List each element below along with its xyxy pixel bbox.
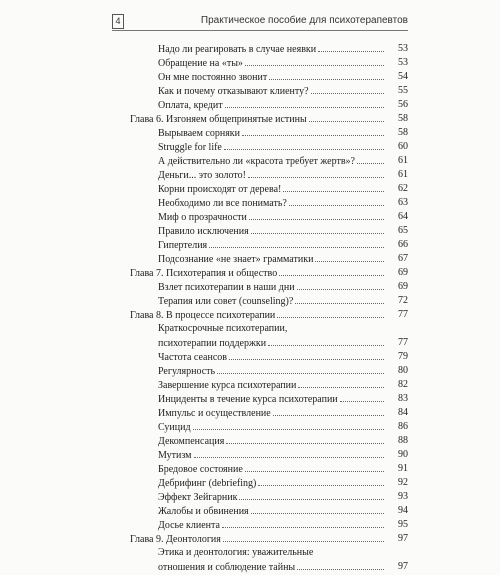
toc-entry-row <box>130 224 408 238</box>
toc-page-number: 92 <box>398 477 408 488</box>
section-title: Инциденты в течение курса психотерапии <box>158 394 338 405</box>
toc-entry-title-wrap <box>158 420 386 435</box>
toc-page-number: 54 <box>398 71 408 82</box>
toc-entry-title-wrap <box>158 434 386 449</box>
toc-page-number: 77 <box>398 337 408 348</box>
dot-leader <box>297 280 384 290</box>
toc-entry-title-wrap <box>158 56 386 71</box>
toc-page-number: 79 <box>398 351 408 362</box>
toc-page-number: 67 <box>398 253 408 264</box>
dot-leader <box>273 406 384 416</box>
section-title: Суицид <box>158 422 191 433</box>
toc-entry-title-wrap <box>158 210 386 225</box>
toc-page-number: 58 <box>398 127 408 138</box>
toc-page-number: 93 <box>398 491 408 502</box>
toc-page-number: 53 <box>398 57 408 68</box>
dot-leader <box>269 70 384 80</box>
toc-entry-title-wrap <box>158 406 386 421</box>
section-title: Этика и деонтология: уважительные <box>158 547 314 558</box>
toc-entry-title-wrap <box>158 126 386 141</box>
toc-entry-row <box>130 56 408 70</box>
running-header <box>112 14 408 31</box>
dot-leader <box>242 126 384 136</box>
toc-entry-title-wrap <box>158 182 386 197</box>
toc-entry-title-wrap <box>130 112 386 127</box>
section-title: Регулярность <box>158 366 216 377</box>
chapter-title: Глава 6. Изгоняем общепринятые истины <box>130 114 307 125</box>
toc-entry-title-wrap <box>158 504 386 519</box>
toc-page-number: 53 <box>398 43 408 54</box>
section-title: Обращение на «ты» <box>158 58 243 69</box>
toc-entry-row <box>130 504 408 518</box>
section-title: Подсознание «не знает» грамматики <box>158 254 314 265</box>
chapter-title: Глава 9. Деонтология <box>130 534 221 545</box>
dot-leader <box>277 308 384 318</box>
dot-leader <box>251 504 384 514</box>
dot-leader <box>318 42 384 52</box>
section-title: Мутизм <box>158 450 192 461</box>
toc-entry-title-wrap <box>158 84 386 99</box>
toc-entry-row <box>130 210 408 224</box>
dot-leader <box>295 294 384 304</box>
toc-entry-row <box>130 322 408 336</box>
section-title: Жалобы и обвинения <box>158 506 249 517</box>
toc-entry-title-wrap <box>158 560 386 575</box>
toc-page-number: 58 <box>398 113 408 124</box>
toc-entry-row <box>130 406 408 420</box>
dot-leader <box>279 266 384 276</box>
toc-page-number: 86 <box>398 421 408 432</box>
toc-entry-row <box>130 168 408 182</box>
dot-leader <box>248 168 384 178</box>
toc-entry-title-wrap <box>158 238 386 253</box>
toc-page-number: 72 <box>398 295 408 306</box>
toc-entry-row <box>130 490 408 504</box>
section-title: Досье клиента <box>158 520 220 531</box>
toc-page-number: 61 <box>398 155 408 166</box>
toc-entry-title-wrap <box>130 266 386 281</box>
toc-entry-title-wrap <box>158 336 386 351</box>
toc-entry-row <box>130 448 408 462</box>
toc-page-number: 61 <box>398 169 408 180</box>
toc-entry-row <box>130 350 408 364</box>
toc-page-number: 88 <box>398 435 408 446</box>
toc-entry-title-wrap <box>158 98 386 113</box>
toc-chapter-row <box>130 112 408 126</box>
toc-entry-title-wrap <box>158 70 386 85</box>
toc-page-number: 69 <box>398 267 408 278</box>
dot-leader <box>298 378 384 388</box>
section-title: Гипертелия <box>158 240 208 251</box>
section-title: А действительно ли «красота требует жертв»? <box>158 156 355 167</box>
section-title: Частота сеансов <box>158 352 227 363</box>
toc-entry-title-wrap <box>158 140 386 155</box>
dot-leader <box>283 182 384 192</box>
chapter-title: Глава 8. В процессе психотерапии <box>130 310 276 321</box>
chapter-title: Глава 7. Психотерапия и общество <box>130 268 278 279</box>
section-title: Необходимо ли все понимать? <box>158 198 287 209</box>
dot-leader <box>251 224 384 234</box>
section-title: Терапия или совет (counseling)? <box>158 296 294 307</box>
dot-leader <box>194 448 384 458</box>
dot-leader <box>225 98 384 108</box>
toc-entry-title-wrap <box>158 42 386 57</box>
dot-leader <box>297 560 384 570</box>
toc-chapter-row <box>130 532 408 546</box>
dot-leader <box>268 336 384 346</box>
toc-entry-title-wrap <box>158 448 386 463</box>
toc-page-number: 56 <box>398 99 408 110</box>
toc-page-number: 82 <box>398 379 408 390</box>
dot-leader <box>258 476 384 486</box>
toc-entry-title-wrap <box>158 294 386 309</box>
page-number: 4 <box>112 14 124 29</box>
dot-leader <box>309 112 384 122</box>
toc-entry-row <box>130 546 408 560</box>
section-title: Деньги... это золото! <box>158 170 246 181</box>
section-title: Завершение курса психотерапии <box>158 380 297 391</box>
toc-entry-row <box>130 420 408 434</box>
toc-entry-title-wrap <box>158 280 386 295</box>
toc-page-number: 65 <box>398 225 408 236</box>
toc-page-number: 91 <box>398 463 408 474</box>
toc-entry-row <box>130 182 408 196</box>
toc-page-number: 95 <box>398 519 408 530</box>
toc-entry-title-wrap <box>130 532 386 547</box>
dot-leader <box>245 56 384 66</box>
section-title: Он мне постоянно звонит <box>158 72 268 83</box>
dot-leader <box>340 392 384 402</box>
toc-entry-row <box>130 476 408 490</box>
toc-page-number: 69 <box>398 281 408 292</box>
toc-chapter-row <box>130 308 408 322</box>
toc-page-number: 80 <box>398 365 408 376</box>
toc-page-number: 60 <box>398 141 408 152</box>
toc-page-number: 97 <box>398 561 408 572</box>
toc-entry-row <box>130 238 408 252</box>
toc-entry-row <box>130 154 408 168</box>
toc-page-number: 63 <box>398 197 408 208</box>
toc-entry-row <box>130 378 408 392</box>
toc-entry-title-wrap <box>158 476 386 491</box>
toc-entry-row <box>130 98 408 112</box>
toc-entry-title-wrap <box>158 518 386 533</box>
toc-entry-title-wrap <box>158 462 386 477</box>
toc-entry-row <box>130 336 408 350</box>
section-title: Надо ли реагировать в случае неявки <box>158 44 317 55</box>
dot-leader <box>229 350 384 360</box>
dot-leader <box>311 84 384 94</box>
toc-entry-title-wrap <box>158 168 386 183</box>
toc-entry-title-wrap <box>158 154 386 169</box>
toc-entry-row <box>130 252 408 266</box>
toc-entry-title-wrap <box>158 490 386 505</box>
toc-entry-title-wrap <box>130 308 386 323</box>
toc-page-number: 55 <box>398 85 408 96</box>
toc-entry-row <box>130 364 408 378</box>
section-title: Миф о прозрачности <box>158 212 247 223</box>
running-title: Практическое пособие для психотерапевтов <box>200 15 408 26</box>
section-title: Краткосрочные психотерапии, <box>158 323 288 334</box>
dot-leader <box>217 364 384 374</box>
section-title: Оплата, кредит <box>158 100 223 111</box>
toc-chapter-row <box>130 266 408 280</box>
toc-page-number: 94 <box>398 505 408 516</box>
toc-entry-row <box>130 294 408 308</box>
dot-leader <box>222 518 384 528</box>
section-title: Импульс и осуществление <box>158 408 271 419</box>
dot-leader <box>245 462 384 472</box>
toc-page-number: 62 <box>398 183 408 194</box>
toc-page-number: 83 <box>398 393 408 404</box>
dot-leader <box>289 196 384 206</box>
dot-leader <box>315 252 384 262</box>
toc-entry-title-wrap <box>158 392 386 407</box>
section-title: Корни происходят от дерева! <box>158 184 282 195</box>
toc-entry-row <box>130 280 408 294</box>
toc-entry-row <box>130 126 408 140</box>
dot-leader <box>224 140 384 150</box>
toc-page-number: 77 <box>398 309 408 320</box>
section-title: отношения и соблюдение тайны <box>158 562 296 573</box>
toc-entry-row <box>130 84 408 98</box>
section-title: Бредовое состояние <box>158 464 243 475</box>
toc-page-number: 84 <box>398 407 408 418</box>
dot-leader <box>249 210 384 220</box>
toc-entry-row <box>130 392 408 406</box>
section-title: Декомпенсация <box>158 436 225 447</box>
toc-page-number: 97 <box>398 533 408 544</box>
toc-page-number: 90 <box>398 449 408 460</box>
section-title: Взлет психотерапии в наши дни <box>158 282 295 293</box>
toc-entry-title-wrap <box>158 364 386 379</box>
dot-leader <box>239 490 384 500</box>
toc-entry-row <box>130 42 408 56</box>
dot-leader <box>209 238 384 248</box>
dot-leader <box>193 420 384 430</box>
section-title: Эффект Зейгарник <box>158 492 238 503</box>
toc-entry-title-wrap <box>158 350 386 365</box>
dot-leader <box>223 532 384 542</box>
toc-entry-row <box>130 434 408 448</box>
toc-entry-title-wrap <box>158 196 386 211</box>
toc-entry-title-wrap <box>158 322 386 336</box>
section-title: психотерапии поддержки <box>158 338 267 349</box>
dot-leader <box>226 434 384 444</box>
toc-entry-title-wrap <box>158 546 386 560</box>
section-title: Вырываем сорняки <box>158 128 241 139</box>
toc-entry-title-wrap <box>158 224 386 239</box>
toc-page-number: 64 <box>398 211 408 222</box>
toc-entry-title-wrap <box>158 378 386 393</box>
dot-leader <box>357 154 384 164</box>
toc-page-number: 66 <box>398 239 408 250</box>
toc-entry-row <box>130 140 408 154</box>
section-title: Struggle for life <box>158 142 222 153</box>
toc-entry-row <box>130 560 408 574</box>
section-title: Дебрифинг (debriefing) <box>158 478 257 489</box>
toc-entry-row <box>130 70 408 84</box>
toc-entry-title-wrap <box>158 252 386 267</box>
section-title: Правило исключения <box>158 226 249 237</box>
toc-entry-row <box>130 196 408 210</box>
table-of-contents <box>130 42 408 574</box>
toc-entry-row <box>130 462 408 476</box>
section-title: Как и почему отказывают клиенту? <box>158 86 309 97</box>
toc-entry-row <box>130 518 408 532</box>
